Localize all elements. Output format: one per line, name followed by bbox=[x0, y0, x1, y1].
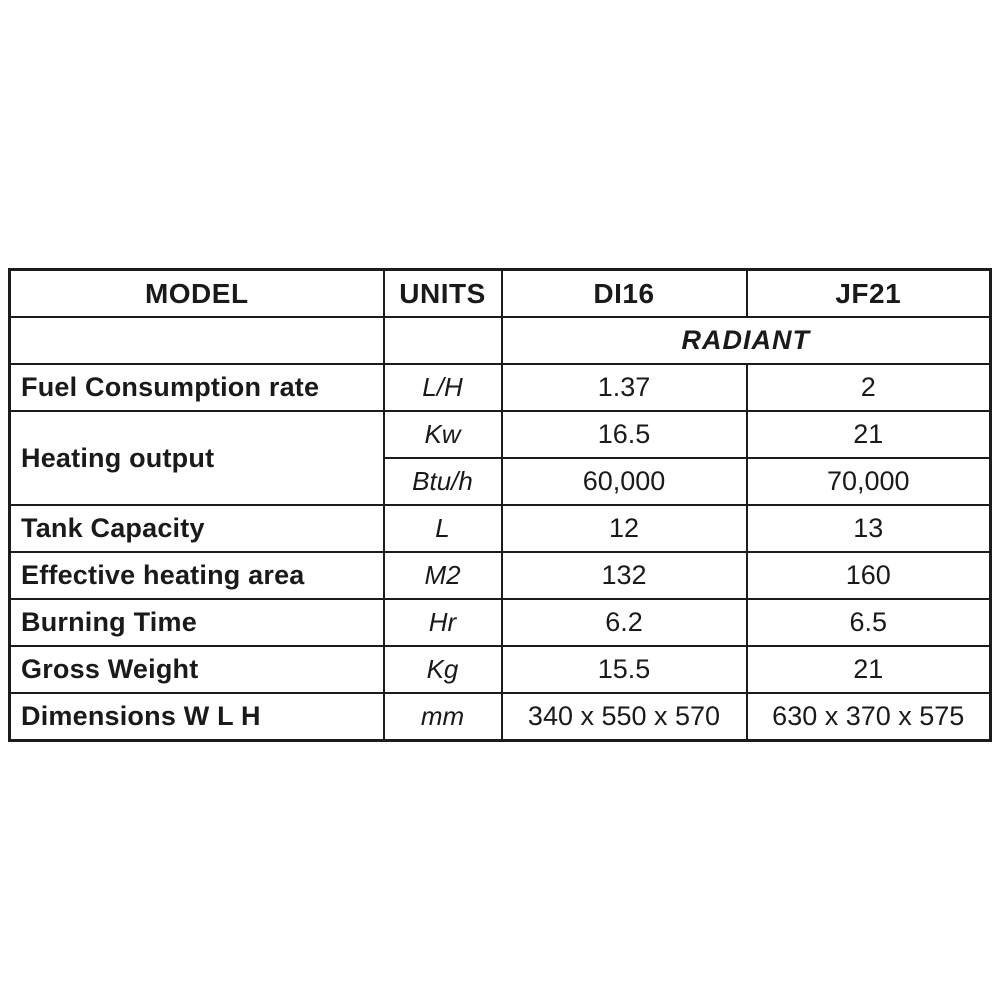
row-label-fuel-consumption: Fuel Consumption rate bbox=[10, 364, 384, 411]
table-row-tank-capacity bbox=[10, 505, 991, 552]
unit-tank-capacity: L bbox=[384, 505, 502, 552]
row-label-dimensions: Dimensions W L H bbox=[10, 693, 384, 741]
empty-cell bbox=[384, 317, 502, 364]
table-row-heating-output-kw bbox=[10, 411, 991, 458]
heater-spec-table bbox=[8, 268, 992, 742]
unit-effective-heating-area: M2 bbox=[384, 552, 502, 599]
jf21-heating-output-btu: 70,000 bbox=[747, 458, 991, 505]
di16-tank-capacity: 12 bbox=[502, 505, 747, 552]
di16-dimensions: 340 x 550 x 570 bbox=[502, 693, 747, 741]
header-row bbox=[10, 270, 991, 318]
row-label-effective-heating-area: Effective heating area bbox=[10, 552, 384, 599]
unit-fuel-consumption: L/H bbox=[384, 364, 502, 411]
unit-dimensions: mm bbox=[384, 693, 502, 741]
row-label-gross-weight: Gross Weight bbox=[10, 646, 384, 693]
di16-heating-output-kw: 16.5 bbox=[502, 411, 747, 458]
empty-cell bbox=[10, 317, 384, 364]
di16-gross-weight: 15.5 bbox=[502, 646, 747, 693]
di16-heating-output-btu: 60,000 bbox=[502, 458, 747, 505]
jf21-tank-capacity: 13 bbox=[747, 505, 991, 552]
jf21-fuel-consumption: 2 bbox=[747, 364, 991, 411]
category-row bbox=[10, 317, 991, 364]
row-label-heating-output: Heating output bbox=[10, 411, 384, 505]
column-header-di16: DI16 bbox=[502, 270, 747, 318]
table-row-fuel-consumption bbox=[10, 364, 991, 411]
table-row-effective-heating-area bbox=[10, 552, 991, 599]
jf21-burning-time: 6.5 bbox=[747, 599, 991, 646]
table-row-gross-weight bbox=[10, 646, 991, 693]
jf21-gross-weight: 21 bbox=[747, 646, 991, 693]
jf21-dimensions: 630 x 370 x 575 bbox=[747, 693, 991, 741]
column-header-model: MODEL bbox=[10, 270, 384, 318]
unit-heating-output-btu: Btu/h bbox=[384, 458, 502, 505]
jf21-heating-output-kw: 21 bbox=[747, 411, 991, 458]
column-header-units: UNITS bbox=[384, 270, 502, 318]
table-row-dimensions bbox=[10, 693, 991, 741]
row-label-burning-time: Burning Time bbox=[10, 599, 384, 646]
di16-fuel-consumption: 1.37 bbox=[502, 364, 747, 411]
unit-gross-weight: Kg bbox=[384, 646, 502, 693]
di16-effective-heating-area: 132 bbox=[502, 552, 747, 599]
unit-burning-time: Hr bbox=[384, 599, 502, 646]
radiant-category-label: RADIANT bbox=[502, 317, 991, 364]
table-row-burning-time bbox=[10, 599, 991, 646]
column-header-jf21: JF21 bbox=[747, 270, 991, 318]
row-label-tank-capacity: Tank Capacity bbox=[10, 505, 384, 552]
unit-heating-output-kw: Kw bbox=[384, 411, 502, 458]
di16-burning-time: 6.2 bbox=[502, 599, 747, 646]
jf21-effective-heating-area: 160 bbox=[747, 552, 991, 599]
